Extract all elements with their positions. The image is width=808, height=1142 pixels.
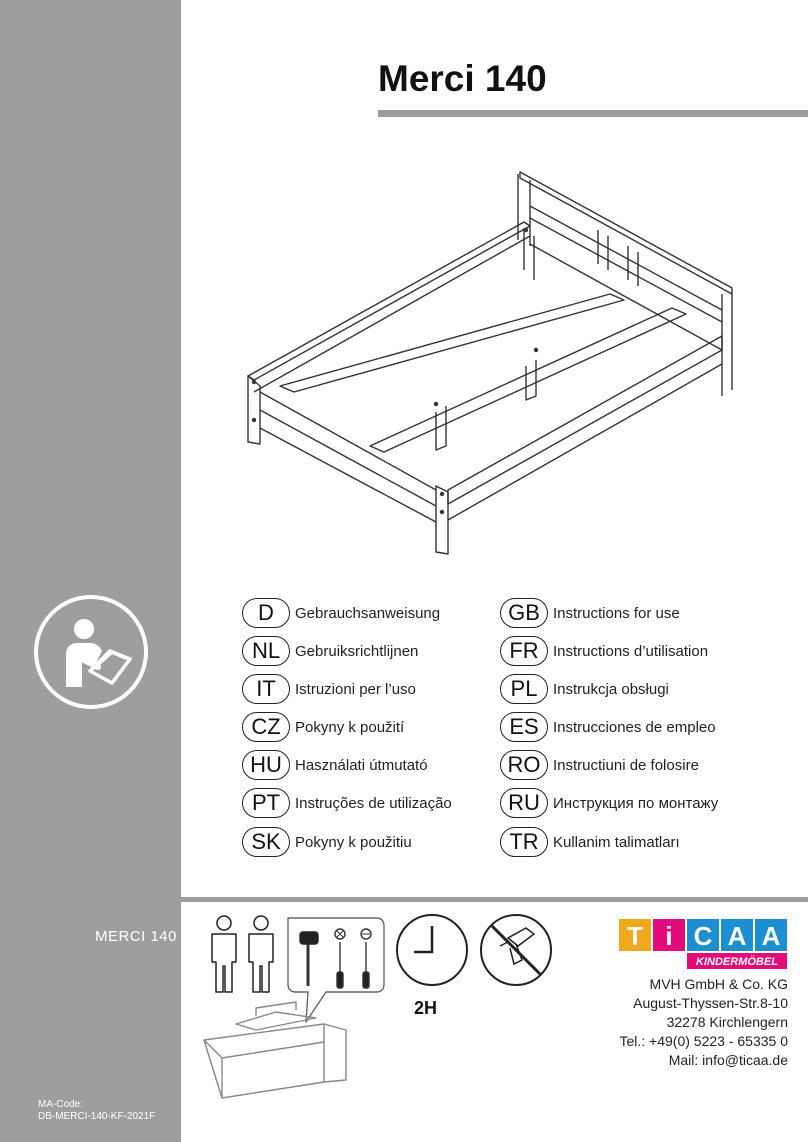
footer-product-label: MERCI 140: [94, 928, 177, 945]
ticaa-logo: [619, 917, 789, 973]
lang-code: FR: [500, 636, 548, 666]
lang-text: Használati útmutató: [295, 756, 428, 774]
ma-code-label: MA-Code:: [38, 1099, 84, 1110]
lang-item-hu: [242, 749, 428, 781]
lang-item-ro: [500, 749, 699, 781]
lang-text: Instrukcja obsługi: [553, 680, 669, 698]
clock-icon: [394, 912, 470, 988]
assembly-time: 2H: [414, 998, 438, 1018]
lang-item-cz: [242, 711, 404, 743]
lang-code: CZ: [242, 712, 290, 742]
svg-text:T: T: [627, 921, 643, 951]
lang-item-d: [242, 597, 440, 629]
rubber-mallet-icon: [300, 932, 318, 986]
lang-code: HU: [242, 750, 290, 780]
screwdriver-icon: [335, 929, 371, 988]
lang-text: Instruções de utilização: [295, 794, 452, 812]
svg-text:i: i: [665, 921, 673, 951]
lang-text: Kullanim talimatları: [553, 833, 680, 851]
company-street: August-Thyssen-Str.8-10: [633, 995, 788, 1011]
lang-code: RO: [500, 750, 548, 780]
sidebar: [0, 0, 181, 897]
lang-text: Instrucciones de empleo: [553, 718, 716, 736]
two-persons-icon: [206, 914, 280, 994]
lang-code: IT: [242, 674, 290, 704]
lang-code: ES: [500, 712, 548, 742]
svg-text:A: A: [761, 921, 781, 951]
company-city: 32278 Kirchlengern: [666, 1014, 788, 1030]
lang-text: Gebrauchsanweisung: [295, 604, 441, 622]
lang-text: Pokyny k použitiu: [295, 833, 412, 851]
svg-text:C: C: [693, 921, 713, 951]
lang-item-gb: [500, 597, 680, 629]
svg-text:KINDERMÖBEL: KINDERMÖBEL: [696, 956, 778, 968]
ma-code-value: DB-MERCI-140-KF-2021F: [38, 1111, 156, 1122]
lang-item-pl: [500, 673, 669, 705]
company-mail: Mail: info@ticaa.de: [668, 1052, 788, 1068]
lang-item-es: [500, 711, 716, 743]
page-title: Merci 140: [378, 58, 547, 99]
lang-item-sk: [242, 826, 412, 858]
title-divider: [378, 110, 808, 117]
lang-code: GB: [500, 598, 548, 628]
lang-code: RU: [500, 788, 548, 818]
company-phone: Tel.: +49(0) 5223 - 65335 0: [619, 1033, 788, 1049]
lang-code: PT: [242, 788, 290, 818]
lang-text: Инструкция по монтажу: [553, 794, 719, 812]
lang-text: Gebruiksrichtlijnen: [295, 642, 419, 660]
lang-code: D: [242, 598, 290, 628]
no-power-drill-icon: [478, 912, 554, 988]
read-manual-icon: [32, 593, 150, 711]
company-name: MVH GmbH & Co. KG: [649, 976, 788, 992]
lang-text: Instructions d’utilisation: [553, 642, 709, 660]
lang-text: Istruzioni per l’uso: [295, 680, 416, 698]
lang-item-tr: [500, 826, 680, 858]
ma-code: [38, 1099, 155, 1123]
bed-frame-illustration: [240, 160, 740, 560]
company-address: [619, 975, 788, 1070]
lang-item-nl: [242, 635, 418, 667]
lang-item-pt: [242, 787, 452, 819]
lang-code: SK: [242, 827, 290, 857]
lang-text: Pokyny k použití: [295, 718, 405, 736]
footer-sidebar: [0, 902, 181, 1142]
lang-text: Instructiuni de folosire: [553, 756, 699, 774]
lang-code: PL: [500, 674, 548, 704]
lang-item-ru: [500, 787, 718, 819]
svg-text:A: A: [727, 921, 747, 951]
lang-text: Instructions for use: [553, 604, 680, 622]
lang-item-it: [242, 673, 416, 705]
lang-code: TR: [500, 827, 548, 857]
lang-item-fr: [500, 635, 708, 667]
lang-code: NL: [242, 636, 290, 666]
